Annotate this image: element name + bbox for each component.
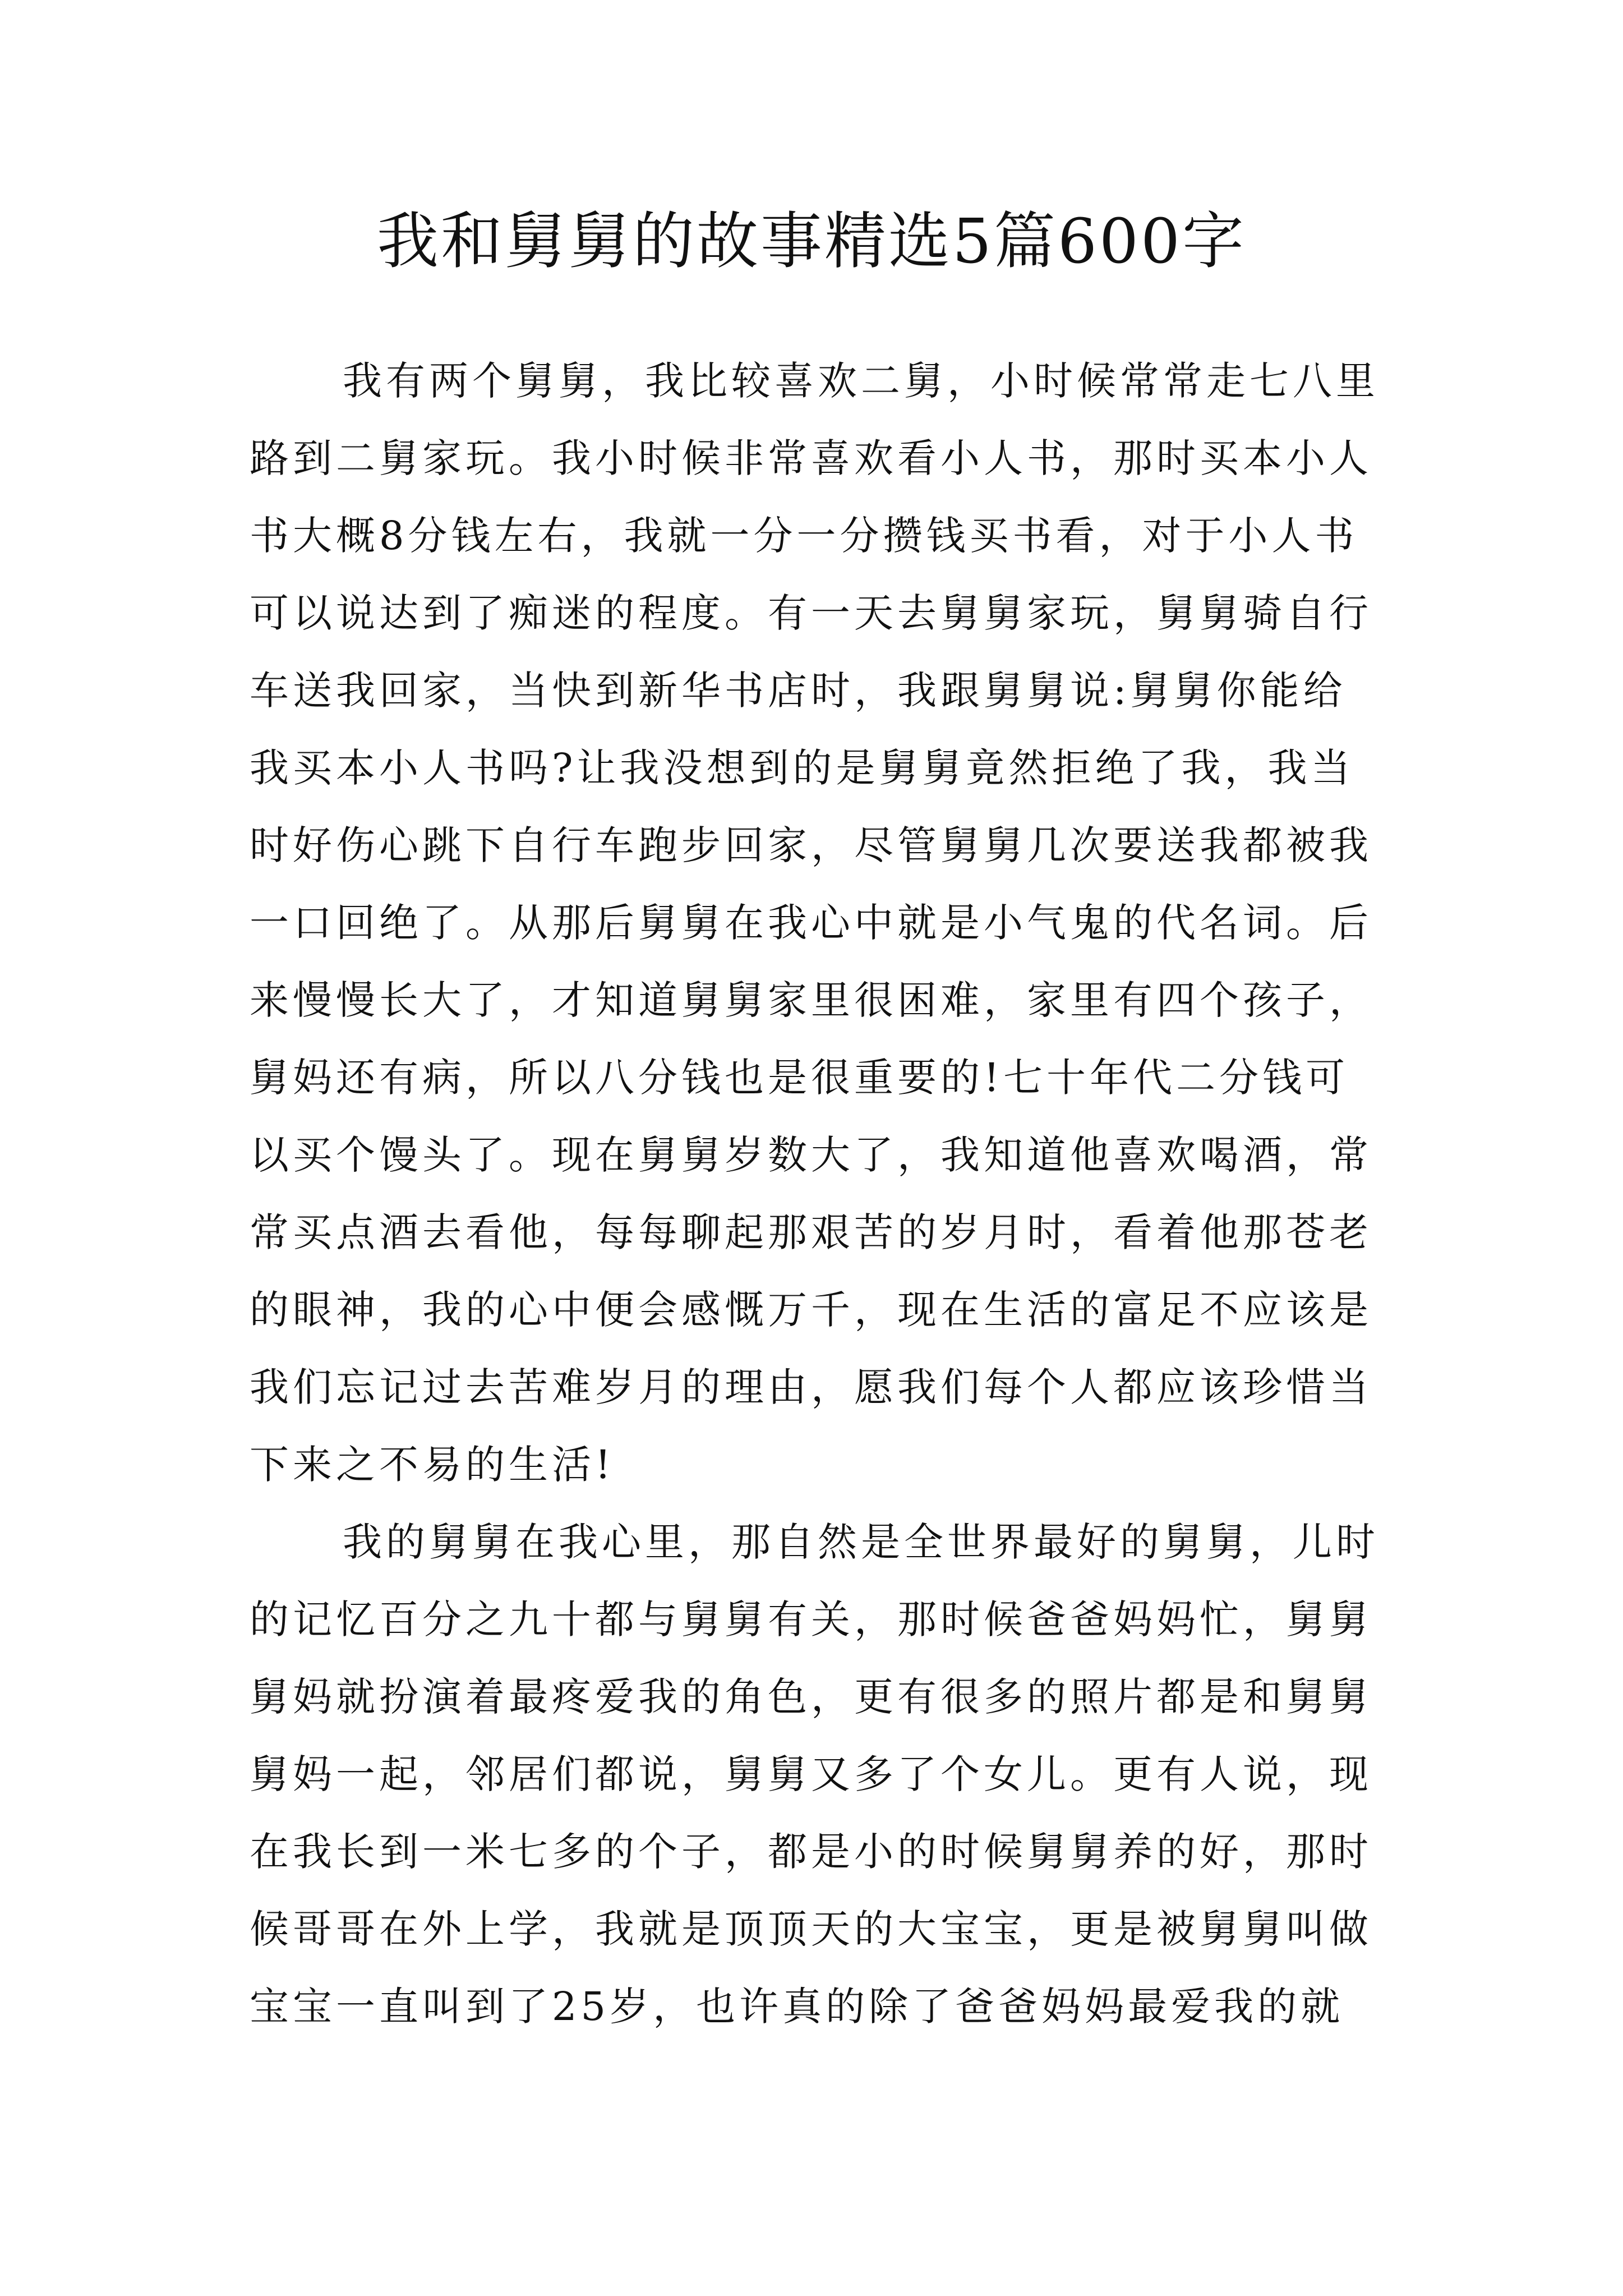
text-line: 路到二舅家玩。我小时候非常喜欢看小人书，那时买本小人 [250,435,1372,481]
text-line: 常买点酒去看他，每每聊起那艰苦的岁月时，看着他那苍老 [250,1209,1372,1255]
text-line: 我的舅舅在我心里，那自然是全世界最好的舅舅，儿时 [343,1519,1379,1565]
text-line: 舅妈一起，邻居们都说，舅舅又多了个女儿。更有人说，现 [250,1751,1372,1797]
text-line: 我有两个舅舅，我比较喜欢二舅，小时候常常走七八里 [343,358,1379,404]
text-line: 候哥哥在外上学，我就是顶顶天的大宝宝，更是被舅舅叫做 [250,1906,1372,1952]
text-line: 的记忆百分之九十都与舅舅有关，那时候爸爸妈妈忙，舅舅 [250,1596,1372,1642]
text-line: 书大概8分钱左右，我就一分一分攒钱买书看，对于小人书 [250,513,1358,559]
text-line: 来慢慢长大了，才知道舅舅家里很困难，家里有四个孩子， [250,977,1372,1023]
paragraph-2 [250,1503,1377,2045]
text-line: 舅妈就扮演着最疼爱我的角色，更有很多的照片都是和舅舅 [250,1674,1372,1720]
document-title: 我和舅舅的故事精选5篇600字 [377,205,1246,277]
document-body [250,342,1377,2045]
text-line: 下来之不易的生活! [250,1442,615,1488]
text-line: 车送我回家，当快到新华书店时，我跟舅舅说:舅舅你能给 [250,668,1347,714]
text-line: 时好伤心跳下自行车跑步回家，尽管舅舅几次要送我都被我 [250,822,1372,868]
text-line: 我们忘记过去苦难岁月的理由，愿我们每个人都应该珍惜当 [250,1364,1372,1410]
text-line: 我买本小人书吗?让我没想到的是舅舅竟然拒绝了我，我当 [250,745,1354,791]
text-line: 可以说达到了痴迷的程度。有一天去舅舅家玩，舅舅骑自行 [250,590,1372,636]
paragraph-1 [250,342,1377,1503]
text-line: 以买个馒头了。现在舅舅岁数大了，我知道他喜欢喝酒，常 [250,1132,1372,1178]
text-line: 宝宝一直叫到了25岁，也许真的除了爸爸妈妈最爱我的就 [250,1984,1344,2030]
text-line: 舅妈还有病，所以八分钱也是很重要的!七十年代二分钱可 [250,1055,1349,1101]
text-line: 一口回绝了。从那后舅舅在我心中就是小气鬼的代名词。后 [250,900,1372,946]
text-line: 在我长到一米七多的个子，都是小的时候舅舅养的好，那时 [250,1829,1372,1875]
text-line: 的眼神，我的心中便会感慨万千，现在生活的富足不应该是 [250,1287,1372,1333]
